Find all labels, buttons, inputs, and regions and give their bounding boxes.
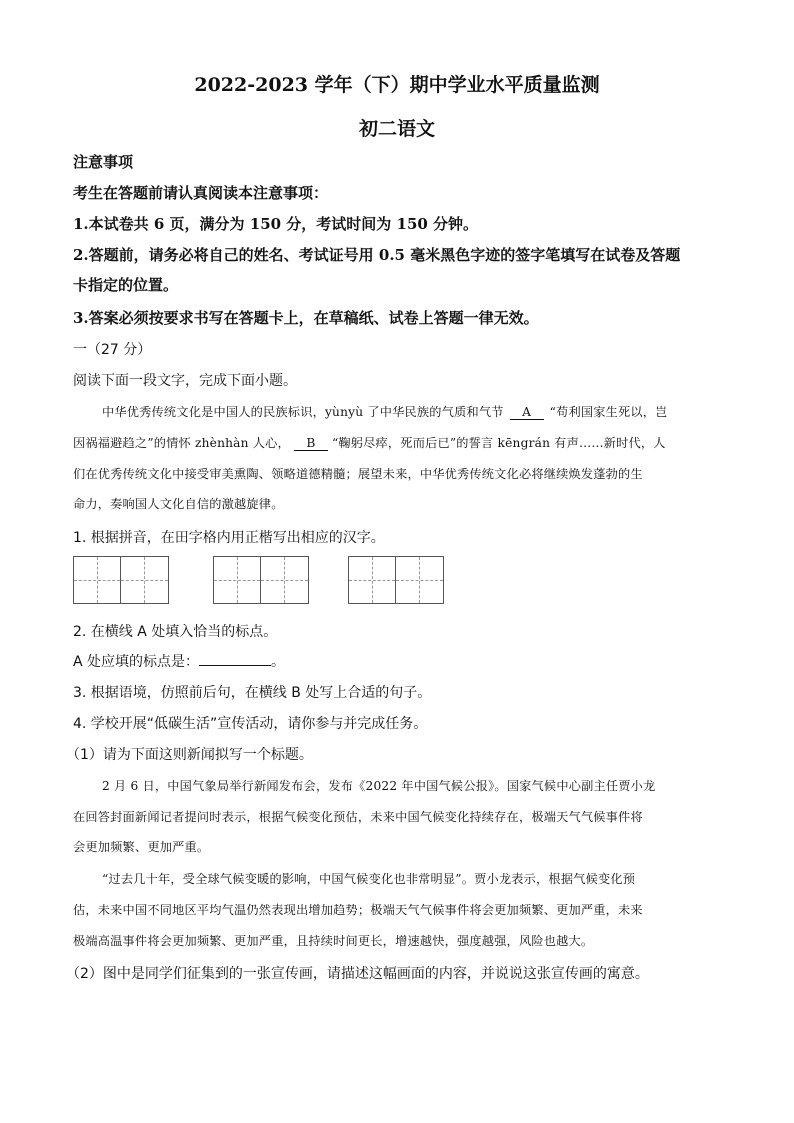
tianzige-cell[interactable] <box>261 557 308 603</box>
blank-a: A <box>510 405 544 420</box>
news-line: “过去几十年，受全球气候变暖的影响，中国气候变化也非常明显”。贾小龙表示，根据气候变化预 <box>102 872 636 886</box>
answer-blank[interactable] <box>199 651 271 666</box>
section-heading: 一（27 分） <box>73 342 152 358</box>
news-line: 2 月 6 日，中国气象局举行新闻发布会，发布《2022 年中国气候公报》。国家气候中心副主任贾小龙 <box>102 779 656 793</box>
passage-text: 中华优秀传统文化是中国人的民族标识，yùnyù 了中华民族的气质和气节 <box>102 405 504 419</box>
notice-item-2-cont: 卡指定的位置。 <box>73 276 179 294</box>
tianzige-cell[interactable] <box>396 557 443 603</box>
tianzige-cell[interactable] <box>214 557 261 603</box>
news-line: 会更加频繁、更加严重。 <box>73 840 210 854</box>
answer-end: 。 <box>271 654 286 670</box>
tianzige-cell[interactable] <box>349 557 396 603</box>
passage-text: “苟利国家生死以，岂 <box>549 405 668 419</box>
reading-instruction: 阅读下面一段文字，完成下面小题。 <box>73 373 297 389</box>
tianzige-box-3[interactable] <box>348 556 444 604</box>
notice-item-3: 3.答案必须按要求书写在答题卡上，在草稿纸、试卷上答题一律无效。 <box>73 309 539 327</box>
question-4-2: （2）图中是同学们征集到的一张宣传画，请描述这幅画面的内容，并说说这张宣传画的寓意。 <box>66 966 649 982</box>
question-2-answer-line <box>73 651 285 671</box>
question-4-1: （1）请为下面这则新闻拟写一个标题。 <box>66 747 313 763</box>
notice-heading: 注意事项 <box>73 153 134 171</box>
question-1: 1. 根据拼音，在田字格内用正楷写出相应的汉字。 <box>73 530 385 546</box>
tianzige-cell[interactable] <box>74 557 121 603</box>
exam-subtitle: 初二语文 <box>358 118 435 140</box>
news-line: 极端高温事件将会更加频繁、更加严重，且持续时间更长，增速越快，强度越强，风险也越大。 <box>73 934 594 948</box>
news-line: 估，未来中国不同地区平均气温仍然表现出增加趋势；极端天气气候事件将会更加频繁、更加严重，未来 <box>73 903 643 917</box>
news-line: 在回答封面新闻记者提问时表示，根据气候变化预估，未来中国气候变化持续存在，极端天气气候事件将 <box>73 810 643 824</box>
question-2: 2. 在横线 A 处填入恰当的标点。 <box>73 624 278 640</box>
passage-line <box>102 403 668 420</box>
question-4: 4. 学校开展“低碳生活”宣传活动，请你参与并完成任务。 <box>73 716 428 732</box>
notice-intro: 考生在答题前请认真阅读本注意事项： <box>73 184 329 202</box>
passage-line: 命力，奏响国人文化自信的激越旋律。 <box>73 497 284 511</box>
exam-title: 2022-2023 学年（下）期中学业水平质量监测 <box>194 74 600 96</box>
notice-item-1: 1.本试卷共 6 页，满分为 150 分，考试时间为 150 分钟。 <box>73 215 479 233</box>
blank-b: B <box>294 436 328 451</box>
answer-label: A 处应填的标点是： <box>73 654 200 670</box>
passage-line: 们在优秀传统文化中接受审美熏陶、领略道德精髓；展望未来，中华优秀传统文化必将继续焕发蓬勃的生 <box>73 467 643 481</box>
passage-line <box>73 434 666 451</box>
tianzige-cell[interactable] <box>121 557 168 603</box>
question-3: 3. 根据语境，仿照前后句，在横线 B 处写上合适的句子。 <box>73 685 432 701</box>
tianzige-box-1[interactable] <box>73 556 169 604</box>
notice-item-2: 2.答题前，请务必将自己的姓名、考试证号用 0.5 毫米黑色字迹的签字笔填写在试卷及答题 <box>73 246 681 264</box>
passage-text: 因祸福避趋之”的情怀 zhènhàn 人心， <box>73 436 290 450</box>
passage-text: “鞠躬尽瘁，死而后已”的誓言 kēngrán 有声……新时代，人 <box>331 436 666 450</box>
tianzige-box-2[interactable] <box>213 556 309 604</box>
